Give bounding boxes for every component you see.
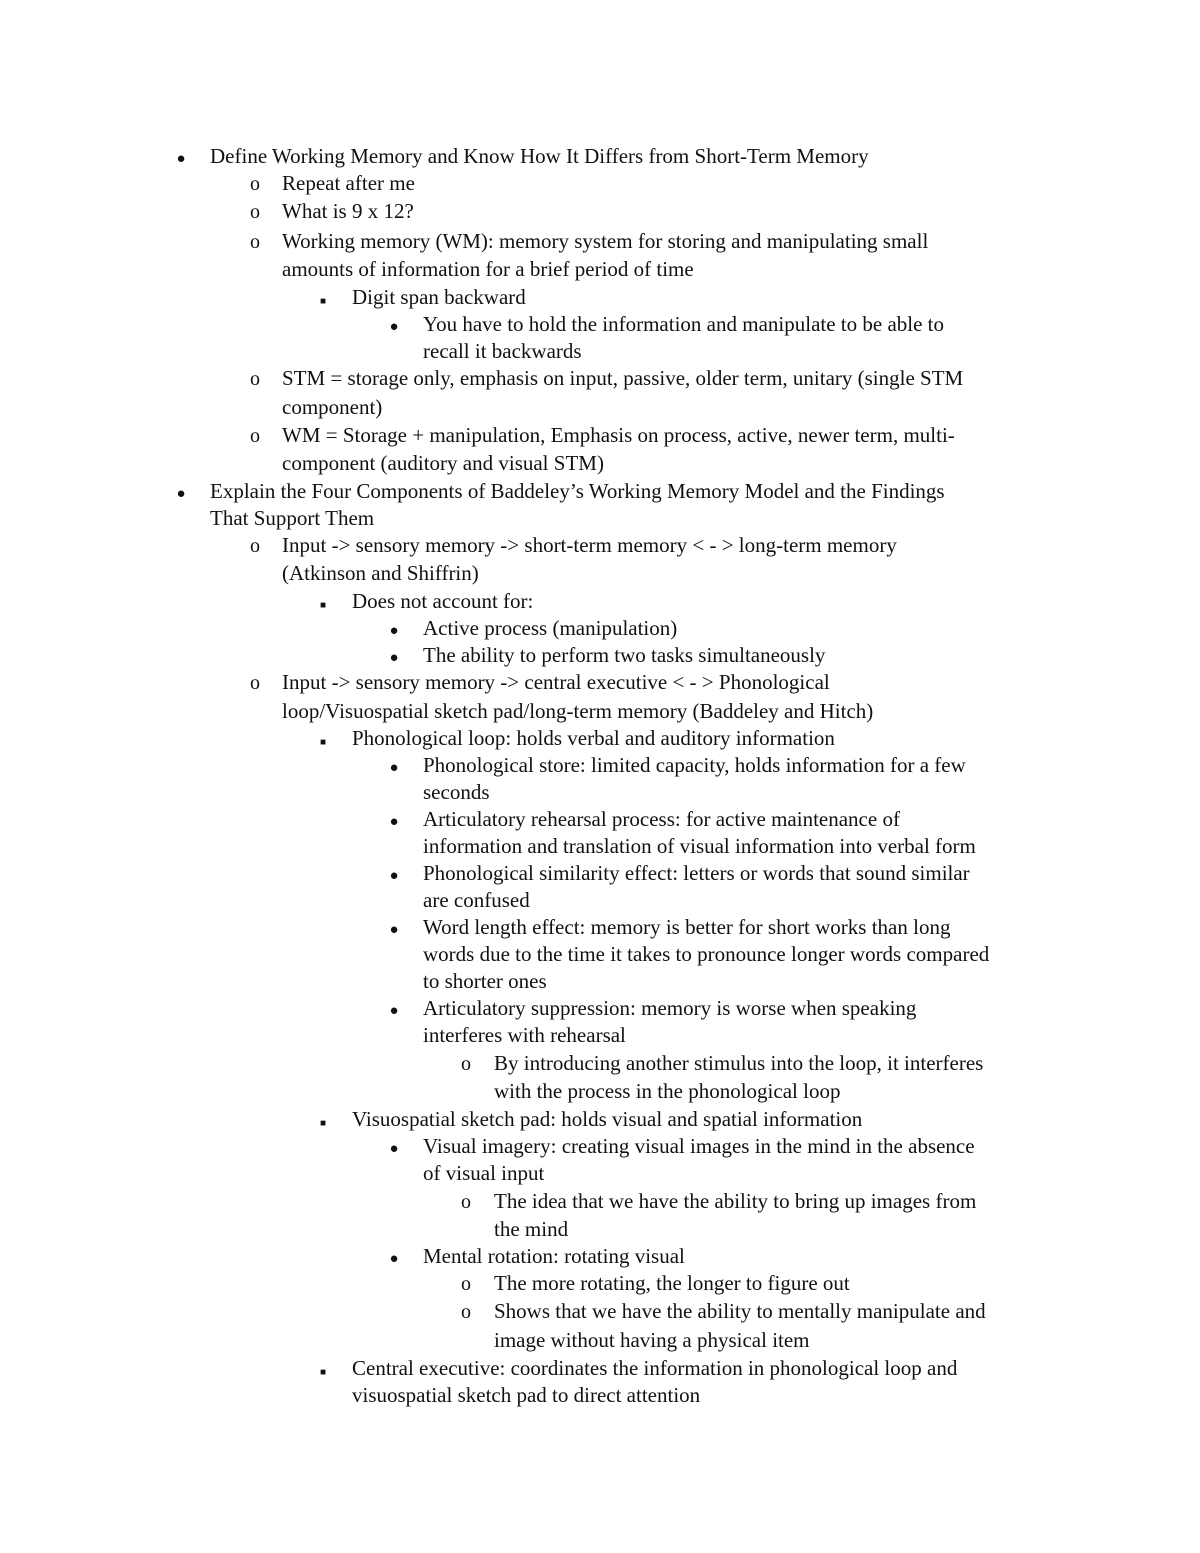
bullet-circle-icon: o xyxy=(250,425,260,447)
bullet-disc-icon: ● xyxy=(389,1251,399,1267)
outline-line-level-4: Active process (manipulation) xyxy=(423,616,678,640)
outline-line-level-3: Visuospatial sketch pad: holds visual and spatial information xyxy=(352,1107,863,1131)
outline-line-level-5: The idea that we have the ability to bring up images from xyxy=(494,1189,977,1213)
outline-line-level-2: Repeat after me xyxy=(282,171,415,195)
outline-line-level-4: of visual input xyxy=(423,1161,545,1185)
outline-line-level-4: The ability to perform two tasks simultaneously xyxy=(423,643,826,667)
bullet-disc-icon: ● xyxy=(389,760,399,776)
outline-line-level-1: That Support Them xyxy=(210,506,375,530)
bullet-circle-icon: o xyxy=(461,1053,471,1075)
bullet-disc-icon: ● xyxy=(176,486,186,502)
bullet-square-icon: ■ xyxy=(319,1367,327,1378)
outline-line-level-4: Visual imagery: creating visual images in the mind in the absence xyxy=(423,1134,975,1158)
outline-line-level-4: words due to the time it takes to pronounce longer words compared xyxy=(423,942,990,966)
outline-line-level-3: Does not account for: xyxy=(352,589,534,613)
outline-line-level-5: image without having a physical item xyxy=(494,1328,810,1352)
bullet-disc-icon: ● xyxy=(389,623,399,639)
outline-line-level-4: You have to hold the information and manipulate to be able to xyxy=(423,312,945,336)
outline-line-level-4: interferes with rehearsal xyxy=(423,1023,626,1047)
outline-line-level-5: By introducing another stimulus into the loop, it interferes xyxy=(494,1051,984,1075)
outline-line-level-4: Articulatory rehearsal process: for active maintenance of xyxy=(423,807,900,831)
outline-line-level-5: Shows that we have the ability to mentally manipulate and xyxy=(494,1299,986,1323)
outline-line-level-4: Articulatory suppression: memory is worse when speaking xyxy=(423,996,917,1020)
outline-line-level-4: Phonological store: limited capacity, holds information for a few xyxy=(423,753,966,777)
outline-line-level-2: Input -> sensory memory -> short-term memory < - > long-term memory xyxy=(282,533,897,557)
outline-line-level-2: What is 9 x 12? xyxy=(282,199,414,223)
outline-line-level-2: Input -> sensory memory -> central executive < - > Phonological xyxy=(282,670,830,694)
outline-line-level-5: The more rotating, the longer to figure out xyxy=(494,1271,850,1295)
outline-line-level-4: recall it backwards xyxy=(423,339,582,363)
bullet-disc-icon: ● xyxy=(389,650,399,666)
outline-line-level-4: Word length effect: memory is better for short works than long xyxy=(423,915,951,939)
bullet-disc-icon: ● xyxy=(389,1003,399,1019)
outline-line-level-5: the mind xyxy=(494,1217,569,1241)
outline-line-level-2: STM = storage only, emphasis on input, passive, older term, unitary (single STM xyxy=(282,366,964,390)
bullet-square-icon: ■ xyxy=(319,600,327,611)
outline-line-level-2: WM = Storage + manipulation, Emphasis on process, active, newer term, multi- xyxy=(282,423,955,447)
outline-line-level-1: Define Working Memory and Know How It Differs from Short-Term Memory xyxy=(210,144,869,168)
bullet-circle-icon: o xyxy=(250,672,260,694)
bullet-square-icon: ■ xyxy=(319,296,327,307)
outline-line-level-1: Explain the Four Components of Baddeley’s Working Memory Model and the Findings xyxy=(210,479,945,503)
bullet-circle-icon: o xyxy=(250,368,260,390)
outline-line-level-4: Phonological similarity effect: letters or words that sound similar xyxy=(423,861,970,885)
bullet-circle-icon: o xyxy=(250,535,260,557)
bullet-disc-icon: ● xyxy=(389,868,399,884)
bullet-square-icon: ■ xyxy=(319,737,327,748)
outline-line-level-2: (Atkinson and Shiffrin) xyxy=(282,561,479,585)
bullet-square-icon: ■ xyxy=(319,1118,327,1129)
bullet-circle-icon: o xyxy=(461,1301,471,1323)
bullet-disc-icon: ● xyxy=(176,151,186,167)
outline-line-level-2: Working memory (WM): memory system for storing and manipulating small xyxy=(282,229,929,253)
outline-line-level-3: Phonological loop: holds verbal and auditory information xyxy=(352,726,835,750)
bullet-circle-icon: o xyxy=(461,1273,471,1295)
outline-line-level-2: amounts of information for a brief period of time xyxy=(282,257,694,281)
outline-line-level-4: information and translation of visual information into verbal form xyxy=(423,834,976,858)
bullet-circle-icon: o xyxy=(250,173,260,195)
outline-line-level-3: visuospatial sketch pad to direct attention xyxy=(352,1383,701,1407)
bullet-circle-icon: o xyxy=(250,201,260,223)
outline-line-level-2: loop/Visuospatial sketch pad/long-term memory (Baddeley and Hitch) xyxy=(282,699,874,723)
outline-line-level-4: to shorter ones xyxy=(423,969,547,993)
bullet-circle-icon: o xyxy=(250,231,260,253)
bullet-disc-icon: ● xyxy=(389,814,399,830)
outline-line-level-3: Digit span backward xyxy=(352,285,526,309)
outline-line-level-2: component (auditory and visual STM) xyxy=(282,451,604,475)
bullet-disc-icon: ● xyxy=(389,922,399,938)
outline-line-level-4: Mental rotation: rotating visual xyxy=(423,1244,685,1268)
bullet-disc-icon: ● xyxy=(389,319,399,335)
outline-line-level-5: with the process in the phonological loop xyxy=(494,1079,841,1103)
bullet-circle-icon: o xyxy=(461,1191,471,1213)
outline-line-level-3: Central executive: coordinates the information in phonological loop and xyxy=(352,1356,958,1380)
outline-line-level-2: component) xyxy=(282,395,383,419)
outline-line-level-4: are confused xyxy=(423,888,530,912)
bullet-disc-icon: ● xyxy=(389,1141,399,1157)
outline-line-level-4: seconds xyxy=(423,780,490,804)
